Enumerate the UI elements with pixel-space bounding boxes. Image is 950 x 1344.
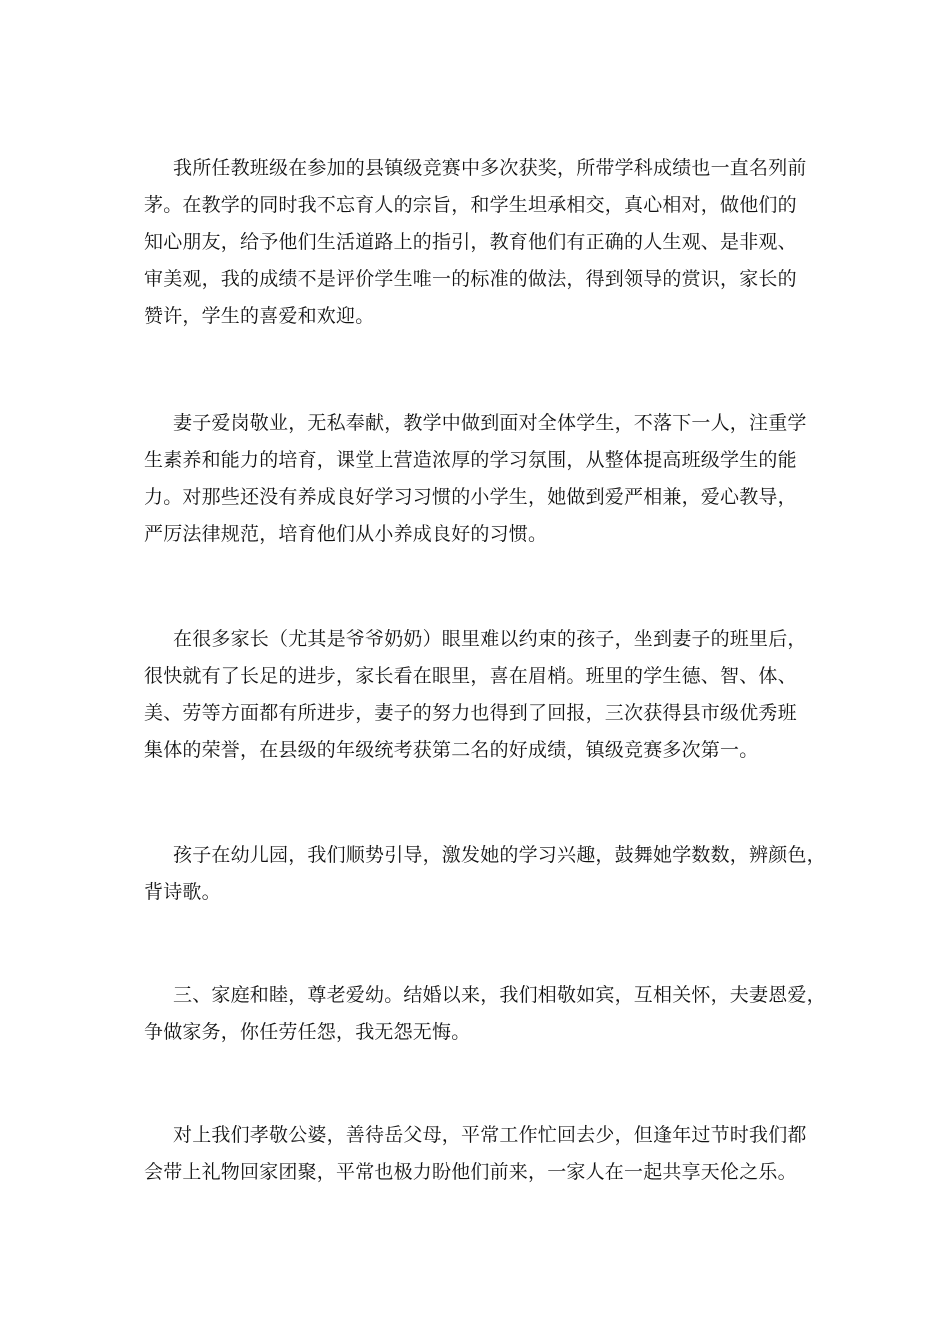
paragraph-line: 妻子爱岗敬业，无私奉献，教学中做到面对全体学生，不落下一人，注重学 (173, 412, 807, 434)
paragraph-2 (144, 405, 809, 553)
paragraph-4 (144, 837, 826, 911)
paragraph-line: 严厉法律规范，培育他们从小养成良好的习惯。 (144, 523, 548, 545)
paragraph-1 (144, 150, 809, 335)
paragraph-line: 孩子在幼儿园，我们顺势引导，激发她的学习兴趣，鼓舞她学数数，辨颜色， (173, 844, 826, 866)
paragraph-line: 对上我们孝敬公婆，善待岳父母，平常工作忙回去少，但逢年过节时我们都 (173, 1124, 807, 1146)
paragraph-6 (144, 1117, 809, 1191)
paragraph-3 (144, 621, 809, 769)
paragraph-line: 争做家务，你任劳任怨，我无怨无悔。 (144, 1021, 471, 1043)
paragraph-line: 赞许，学生的喜爱和欢迎。 (144, 305, 375, 327)
paragraph-line: 知心朋友，给予他们生活道路上的指引，教育他们有正确的人生观、是非观、 (144, 231, 797, 253)
paragraph-line: 背诗歌。 (144, 881, 221, 903)
paragraph-line: 三、家庭和睦，尊老爱幼。结婚以来，我们相敬如宾，互相关怀，夫妻恩爱， (173, 984, 826, 1006)
paragraph-5 (144, 977, 826, 1051)
paragraph-line: 审美观，我的成绩不是评价学生唯一的标准的做法，得到领导的赏识，家长的 (144, 268, 797, 290)
paragraph-line: 美、劳等方面都有所进步，妻子的努力也得到了回报，三次获得县市级优秀班 (144, 702, 797, 724)
paragraph-line: 在很多家长（尤其是爷爷奶奶）眼里难以约束的孩子，坐到妻子的班里后， (173, 628, 807, 650)
paragraph-line: 茅。在教学的同时我不忘育人的宗旨，和学生坦承相交，真心相对，做他们的 (144, 194, 797, 216)
paragraph-line: 力。对那些还没有养成良好学习习惯的小学生，她做到爱严相兼，爱心教导， (144, 486, 797, 508)
paragraph-line: 集体的荣誉，在县级的年级统考获第二名的好成绩，镇级竞赛多次第一。 (144, 739, 759, 761)
paragraph-line: 很快就有了长足的进步，家长看在眼里，喜在眉梢。班里的学生德、智、体、 (144, 665, 797, 687)
paragraph-line: 我所任教班级在参加的县镇级竞赛中多次获奖，所带学科成绩也一直名列前 (173, 157, 807, 179)
paragraph-line: 会带上礼物回家团聚，平常也极力盼他们前来，一家人在一起共享天伦之乐。 (144, 1161, 797, 1183)
paragraph-line: 生素养和能力的培育，课堂上营造浓厚的学习氛围，从整体提高班级学生的能 (144, 449, 797, 471)
